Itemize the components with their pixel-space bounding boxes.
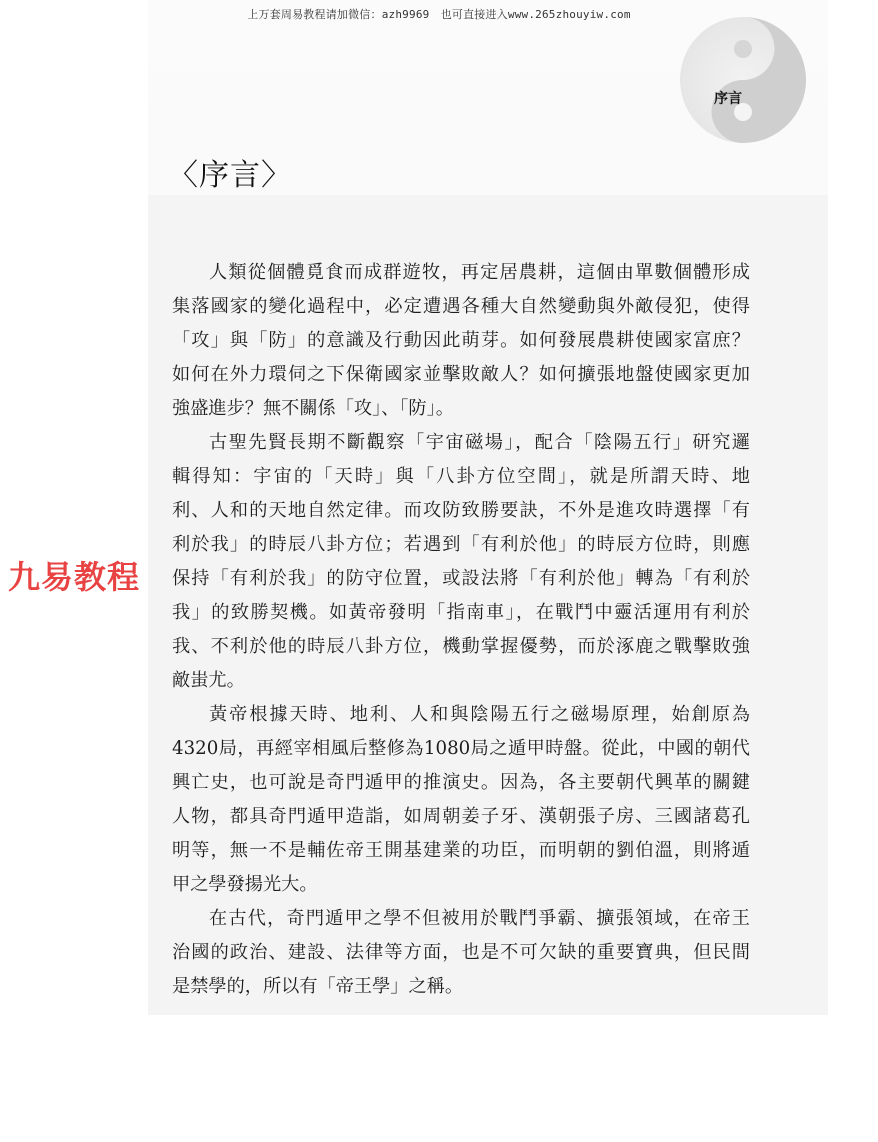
text-line: 人類從個體覓食而成群遊牧，再定居農耕，這個由單數個體形成: [209, 262, 750, 283]
page-title: 〈序言〉: [168, 158, 292, 193]
text-line: 甲之學發揚光大。: [172, 874, 318, 895]
text-line: 敵蚩尤。: [172, 670, 245, 691]
text-line: 治國的政治、建設、法律等方面，也是不可欠缺的重要寶典，但民間: [172, 942, 750, 963]
top-banner-text: 上万套周易教程请加微信：azh9969 也可直接进入www.265zhouyiw.com: [247, 8, 631, 21]
text-line: 人物，都具奇門遁甲造詣，如周朝姜子牙、漢朝張子房、三國諸葛孔: [172, 806, 750, 827]
text-line: 興亡史，也可說是奇門遁甲的推演史。因為，各主要朝代興革的關鍵: [172, 772, 750, 793]
text-line: 如何在外力環伺之下保衛國家並擊敗敵人？如何擴張地盤使國家更加: [172, 364, 750, 385]
text-line: 古聖先賢長期不斷觀察「宇宙磁場」，配合「陰陽五行」研究邏: [209, 432, 750, 453]
text-line: 輯得知：宇宙的「天時」與「八卦方位空間」，就是所謂天時、地: [172, 466, 750, 487]
text-line: 明等，無一不是輔佐帝王開基建業的功臣，而明朝的劉伯溫，則將遁: [172, 840, 750, 861]
text-line: 保持「有利於我」的防守位置，或設法將「有利於他」轉為「有利於: [172, 568, 750, 589]
body-text: [172, 256, 750, 1004]
text-line: 4320局，再經宰相風后整修為1080局之遁甲時盤。從此，中國的朝代: [172, 738, 750, 759]
text-line: 「攻」與「防」的意識及行動因此萌芽。如何發展農耕使國家富庶？: [172, 330, 750, 351]
text-line: 在古代，奇門遁甲之學不但被用於戰鬥爭霸、擴張領域，在帝王: [209, 908, 750, 929]
text-line: 利、人和的天地自然定律。而攻防致勝要訣，不外是進攻時選擇「有: [172, 500, 750, 521]
text-line: 是禁學的，所以有「帝王學」之稱。: [172, 976, 464, 997]
watermark-text: 九易教程: [8, 558, 141, 596]
text-line: 黃帝根據天時、地利、人和與陰陽五行之磁場原理，始創原為: [209, 704, 750, 725]
paragraph: [172, 698, 750, 902]
paragraph: [172, 426, 750, 698]
paragraph: [172, 902, 750, 1004]
text-line: 集落國家的變化過程中，必定遭遇各種大自然變動與外敵侵犯，使得: [172, 296, 750, 317]
paragraph: [172, 256, 750, 426]
text-line: 我、不利於他的時辰八卦方位，機動掌握優勢，而於涿鹿之戰擊敗強: [172, 636, 750, 657]
text-line: 利於我」的時辰八卦方位；若遇到「有利於他」的時辰方位時，則應: [172, 534, 750, 555]
running-header: 序言: [714, 91, 742, 107]
yin-yang-icon: [679, 16, 807, 144]
text-line: 強盛進步？無不關係「攻」、「防」。: [172, 398, 454, 419]
text-line: 我」的致勝契機。如黃帝發明「指南車」，在戰鬥中靈活運用有利於: [172, 602, 750, 623]
